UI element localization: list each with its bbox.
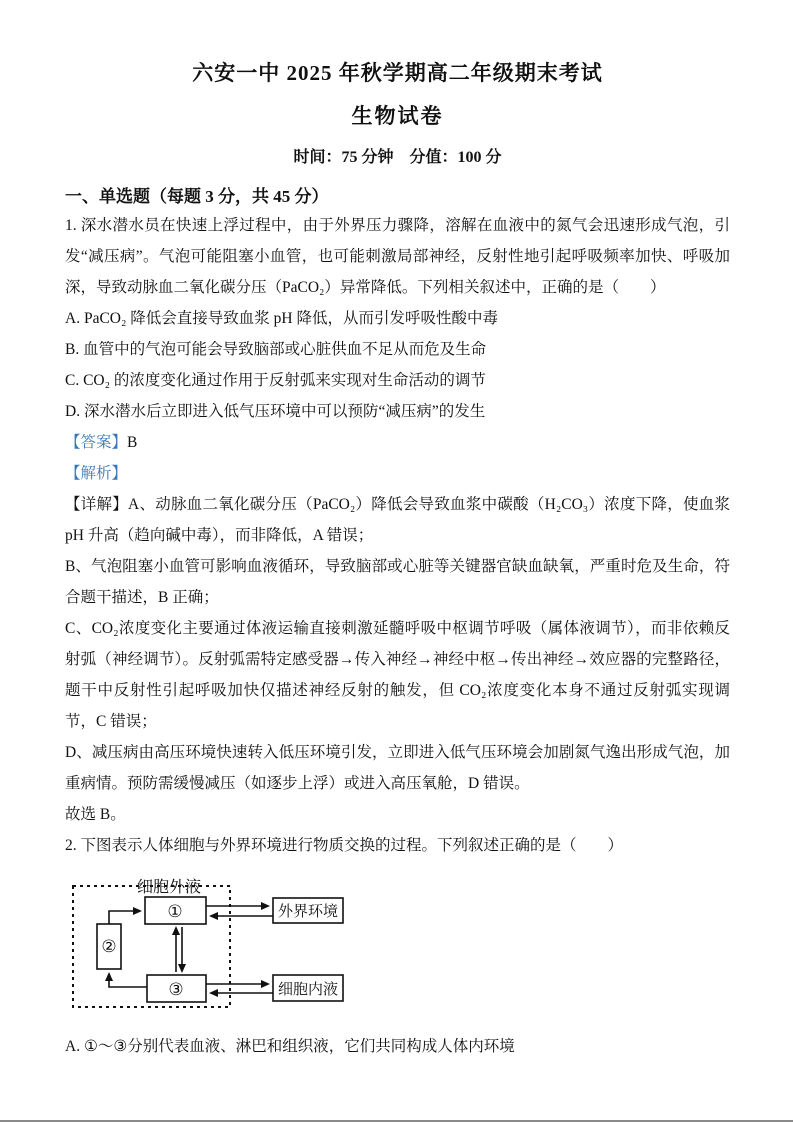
answer-label: 【答案】 xyxy=(65,434,128,451)
page-title: 六安一中 2025 年秋学期高二年级期末考试 xyxy=(192,61,603,85)
question1-detail-a: 【详解】A、动脉血二氧化碳分压（PaCO₂）降低会导致血浆中碳酸（H₂CO₃）浓度下降，使血浆 pH 升高（趋向碱中毒），而非降低，A 错误； xyxy=(65,496,730,544)
question1-detail-d: D、减压病由高压环境快速转入低压环境引发，立即进入低气压环境会加剧氮气逸出形成气泡，加重病情。预防需缓慢减压（如逐步上浮）或进入高压氧舱，D 错误。 xyxy=(65,744,730,792)
time-score-meta: 时间：75 分钟 分值：100 分 xyxy=(293,149,502,166)
arrow-node2-to-node1 xyxy=(109,911,140,924)
extracellular-fluid-label: 细胞外液 xyxy=(137,879,202,896)
question2-option-a: A. ①～③分别代表血液、淋巴和组织液，它们共同构成人体内环境 xyxy=(65,1038,515,1055)
question1-conclusion: 故选 B。 xyxy=(65,806,126,823)
intracellular-fluid-label: 细胞内液 xyxy=(277,982,339,998)
question1-stem: 1. 深水潜水员在快速上浮过程中，由于外界压力骤降，溶解在血液中的氮气会迅速形成气泡，引发“减压病”。气泡可能阻塞小血管，也可能刺激局部神经，反射性地引起呼吸频率加快、呼吸加深，导致动脉血二氧化碳分压（PaCO₂）异常降低。下列相关叙述中，正确的是（ ） xyxy=(65,217,730,296)
question1-option-c: C. CO₂ 的浓度变化通过作用于反射弧来实现对生命活动的调节 xyxy=(65,372,486,389)
node3-label: ③ xyxy=(168,980,184,999)
question1-option-b: B. 血管中的气泡可能会导致脑部或心脏供血不足从而危及生命 xyxy=(65,341,487,358)
question1-detail-c: C、CO₂浓度变化主要通过体液运输直接刺激延髓呼吸中枢调节呼吸（属体液调节），而非依赖反射弧（神经调节）。反射弧需特定感受器→传入神经→神经中枢→传出神经→效应器的完整路径，题干中反射性引起呼吸加快仅描述神经反射的触发，但 CO₂浓度变化本身不通过反射弧实现调节，C 错误； xyxy=(65,620,730,730)
external-environment-label: 外界环境 xyxy=(277,904,339,920)
question1-option-a: A. PaCO₂ 降低会直接导致血浆 pH 降低，从而引发呼吸性酸中毒 xyxy=(65,310,498,327)
node1-label: ① xyxy=(167,902,183,921)
analysis-label: 【解析】 xyxy=(65,465,128,482)
question2-stem: 2. 下图表示人体细胞与外界环境进行物质交换的过程。下列叙述正确的是（ ） xyxy=(65,837,624,854)
answer-line xyxy=(65,427,730,458)
analysis-line xyxy=(65,458,730,489)
question1-option-d: D. 深水潜水后立即进入低气压环境中可以预防“减压病”的发生 xyxy=(65,403,486,420)
node2-label: ② xyxy=(101,937,117,956)
question2-diagram xyxy=(65,867,425,1009)
paper-subtitle: 生物试卷 xyxy=(351,104,444,128)
arrow-node3-to-node2 xyxy=(109,974,147,987)
question1-detail-b: B、气泡阻塞小血管可影响血液循环，导致脑部或心脏等关键器官缺血缺氧，严重时危及生命，符合题干描述，B 正确； xyxy=(65,558,730,606)
answer-value: B xyxy=(127,434,138,451)
section-heading: 一、单选题（每题 3 分，共 45 分） xyxy=(65,187,329,206)
